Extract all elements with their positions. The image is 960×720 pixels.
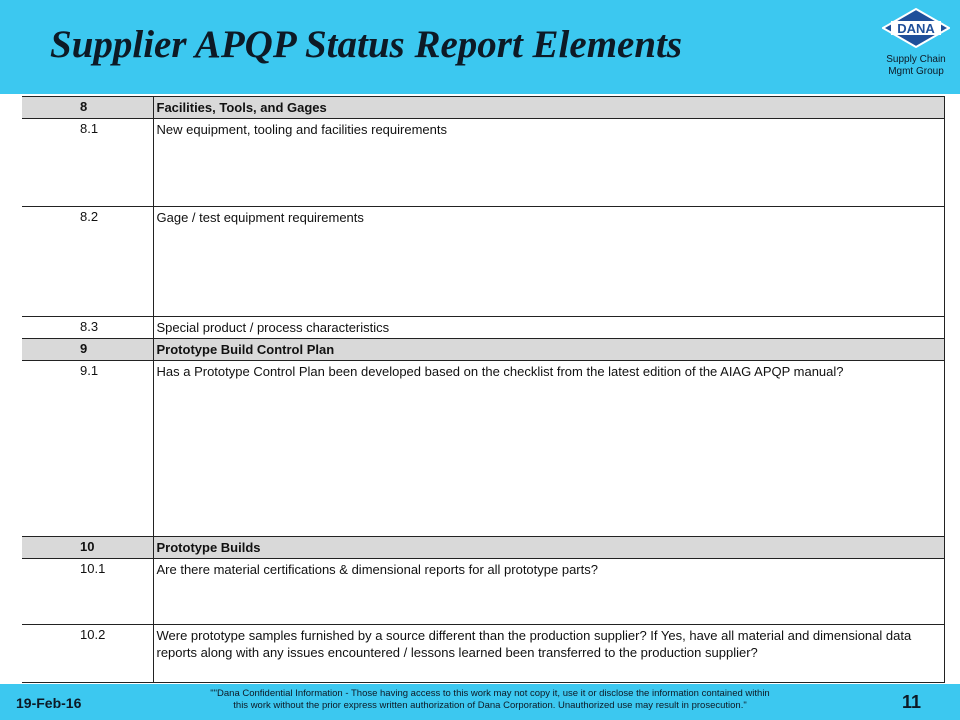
row-number-cell	[22, 339, 153, 361]
apqp-table	[22, 96, 944, 683]
row-text: Prototype Build Control Plan	[156, 342, 335, 357]
section-row	[22, 339, 944, 361]
disclaimer-line-2: this work without the prior express written authorization of Dana Corporation. Unauthorized use may result in prosecution."	[233, 700, 747, 711]
row-text: Prototype Builds	[156, 540, 261, 555]
disclaimer-line-1: ""Dana Confidential Information - Those having access to this work may not copy it, use it or disclose the information contained within	[210, 688, 770, 699]
group-line-1: Supply Chain	[886, 54, 946, 65]
row-number: 8.3	[80, 319, 99, 334]
row-number-cell	[22, 317, 153, 339]
table-row	[22, 119, 944, 207]
row-number-cell	[22, 625, 153, 683]
section-row	[22, 537, 944, 559]
row-text-cell	[153, 97, 944, 119]
table-row	[22, 559, 944, 625]
table-row	[22, 361, 944, 537]
row-text: Special product / process characteristics	[156, 320, 390, 335]
section-row	[22, 97, 944, 119]
row-number-cell	[22, 119, 153, 207]
row-number: 10	[80, 539, 95, 554]
confidential-disclaimer	[150, 688, 830, 712]
row-text-cell	[153, 361, 944, 537]
logo-text: DANA	[897, 21, 935, 36]
table-row	[22, 317, 944, 339]
row-number: 8	[80, 99, 88, 114]
row-number: 10.1	[80, 561, 106, 576]
table-row	[22, 625, 944, 683]
group-line-2: Mgmt Group	[888, 66, 944, 77]
row-text: Are there material certifications & dimensional reports for all prototype parts?	[156, 562, 598, 577]
row-text-cell	[153, 207, 944, 317]
row-number: 10.2	[80, 627, 106, 642]
row-text: Facilities, Tools, and Gages	[156, 100, 327, 115]
group-name	[876, 54, 956, 78]
row-number-cell	[22, 361, 153, 537]
row-number-cell	[22, 207, 153, 317]
row-text: Has a Prototype Control Plan been developed based on the checklist from the latest edition of the AIAG APQP manual?	[156, 364, 844, 379]
row-text-cell	[153, 625, 944, 683]
row-text-cell	[153, 317, 944, 339]
row-number: 9.1	[80, 363, 99, 378]
footer-date: 19-Feb-16	[16, 695, 82, 711]
row-text: New equipment, tooling and facilities requirements	[156, 122, 447, 137]
row-text: Gage / test equipment requirements	[156, 210, 364, 225]
row-text-cell	[153, 119, 944, 207]
row-text-cell	[153, 559, 944, 625]
page-number: 11	[902, 692, 922, 712]
row-text-cell	[153, 339, 944, 361]
header-band	[0, 0, 960, 94]
dana-logo	[876, 8, 956, 84]
row-number-cell	[22, 559, 153, 625]
row-number: 8.2	[80, 209, 99, 224]
row-number-cell	[22, 97, 153, 119]
page-title: Supplier APQP Status Report Elements	[50, 23, 683, 66]
row-text-cell	[153, 537, 944, 559]
row-text: Were prototype samples furnished by a source different than the production supplier? If Yes, have all material and dimensional data reports along with any issues encountered / lessons learned been transferred to the production supplier?	[156, 628, 912, 660]
table-row	[22, 207, 944, 317]
row-number-cell	[22, 537, 153, 559]
footer-band	[0, 684, 960, 720]
row-number: 8.1	[80, 121, 99, 136]
row-number: 9	[80, 341, 88, 356]
dana-diamond-icon	[882, 8, 950, 48]
